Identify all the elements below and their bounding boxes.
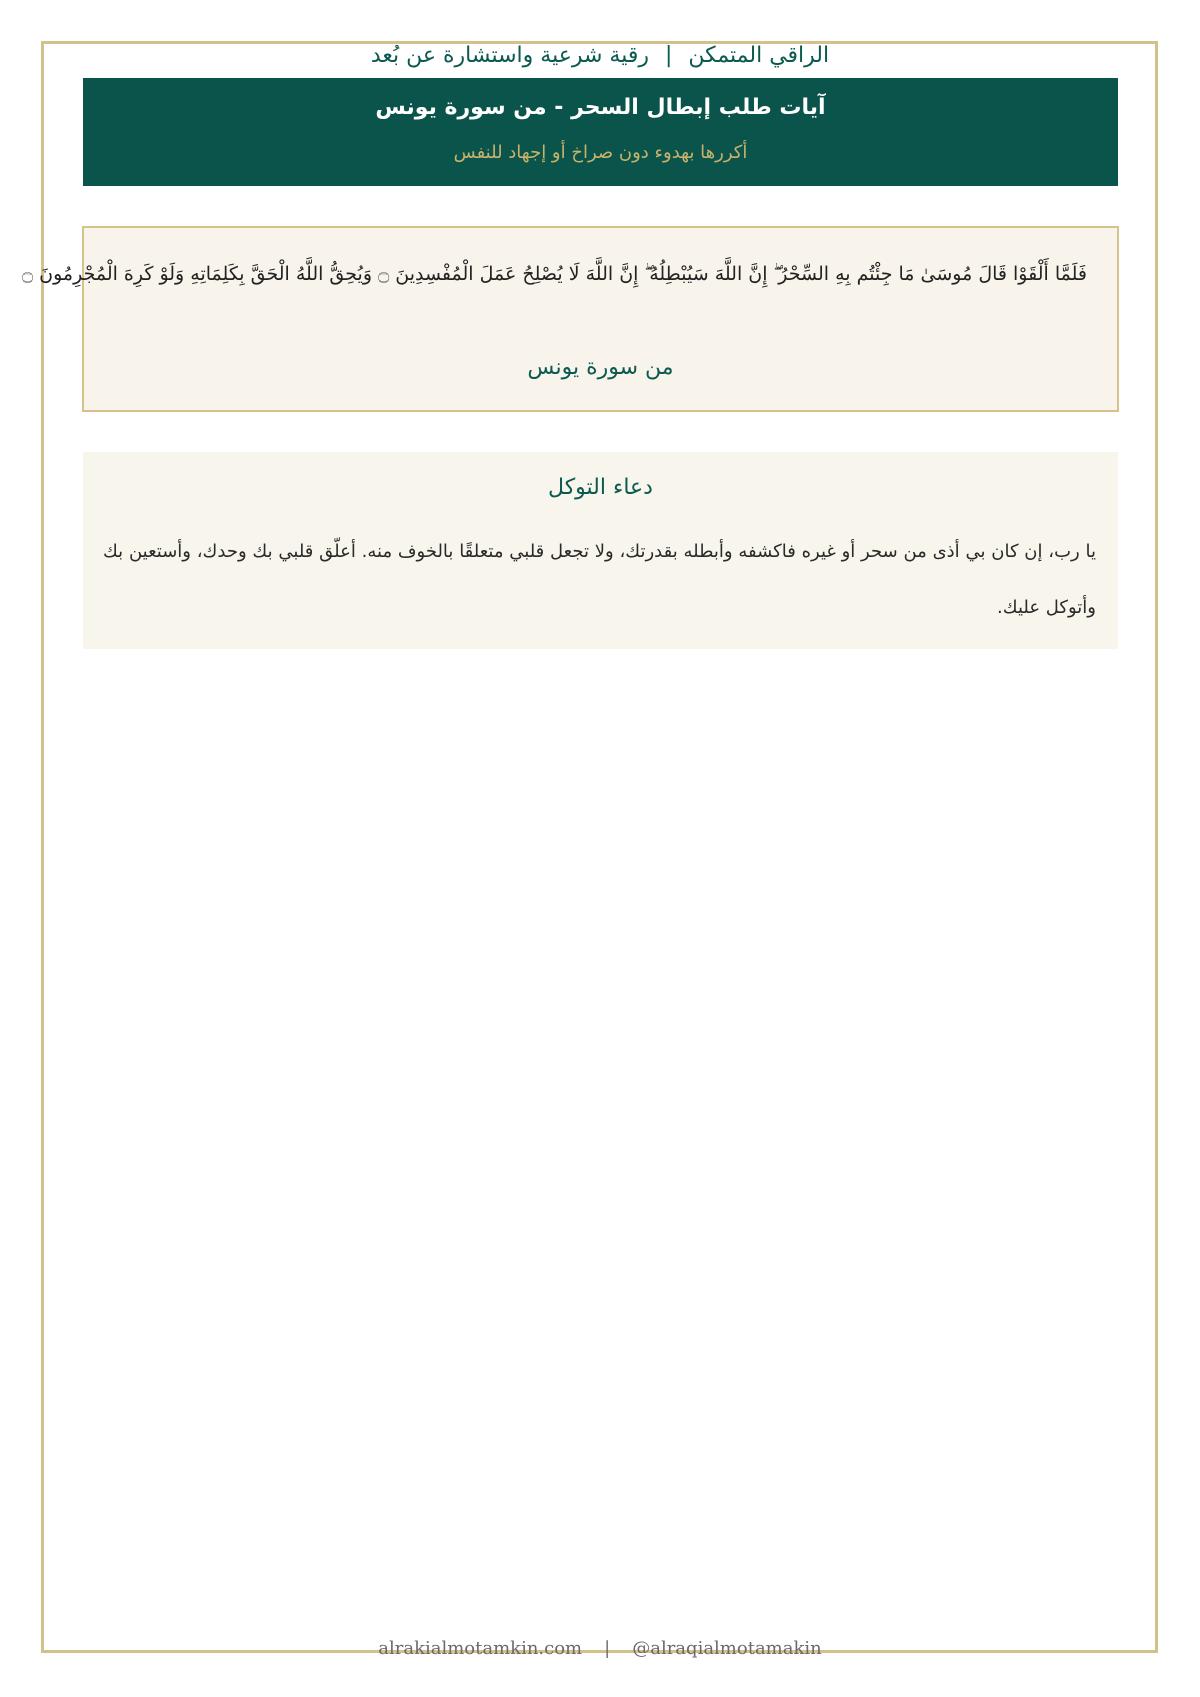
footer [0,1636,1200,1662]
verse-source: من سورة يونس [527,355,674,380]
footer-separator: | [604,1638,611,1659]
brand-name: الراقي المتمكن [688,43,830,68]
page-title: آيات طلب إبطال السحر - من سورة يونس [375,95,826,120]
page-subtitle: أكررها بهدوء دون صراخ أو إجهاد للنفس [453,142,748,163]
dua-text: يا رب، إن كان بي أذى من سحر أو غيره فاكشفه وأبطله بقدرتك، ولا تجعل قلبي متعلقًا بالخوف منه. أعلّق قلبي بك وحدك، وأستعين بك وأتوكل عليك. [103,541,1096,618]
dua-box [83,452,1118,649]
verse-text: فَلَمَّا أَلْقَوْا قَالَ مُوسَىٰ مَا جِئْتُم بِهِ السِّحْرُ ۖ إِنَّ اللَّهَ سَيُبْطِلُهُ ۖ إِنَّ اللَّهَ لَا يُصْلِحُ عَمَلَ الْمُفْسِدِينَ ۝ وَيُحِقُّ اللَّهُ الْحَقَّ بِكَلِمَاتِهِ وَلَوْ كَرِهَ الْمُجْرِمُونَ ۝ [21,263,1087,285]
footer-handle: @alraqialmotamakin [632,1638,822,1659]
title-banner [83,78,1118,186]
verse-box [21,226,1119,412]
dua-title: دعاء التوكل [548,475,653,500]
brand-header [0,40,1200,72]
brand-tagline: رقية شرعية واستشارة عن بُعد [370,43,649,68]
footer-website: alrakialmotamkin.com [378,1638,583,1659]
brand-separator: | [665,43,673,68]
